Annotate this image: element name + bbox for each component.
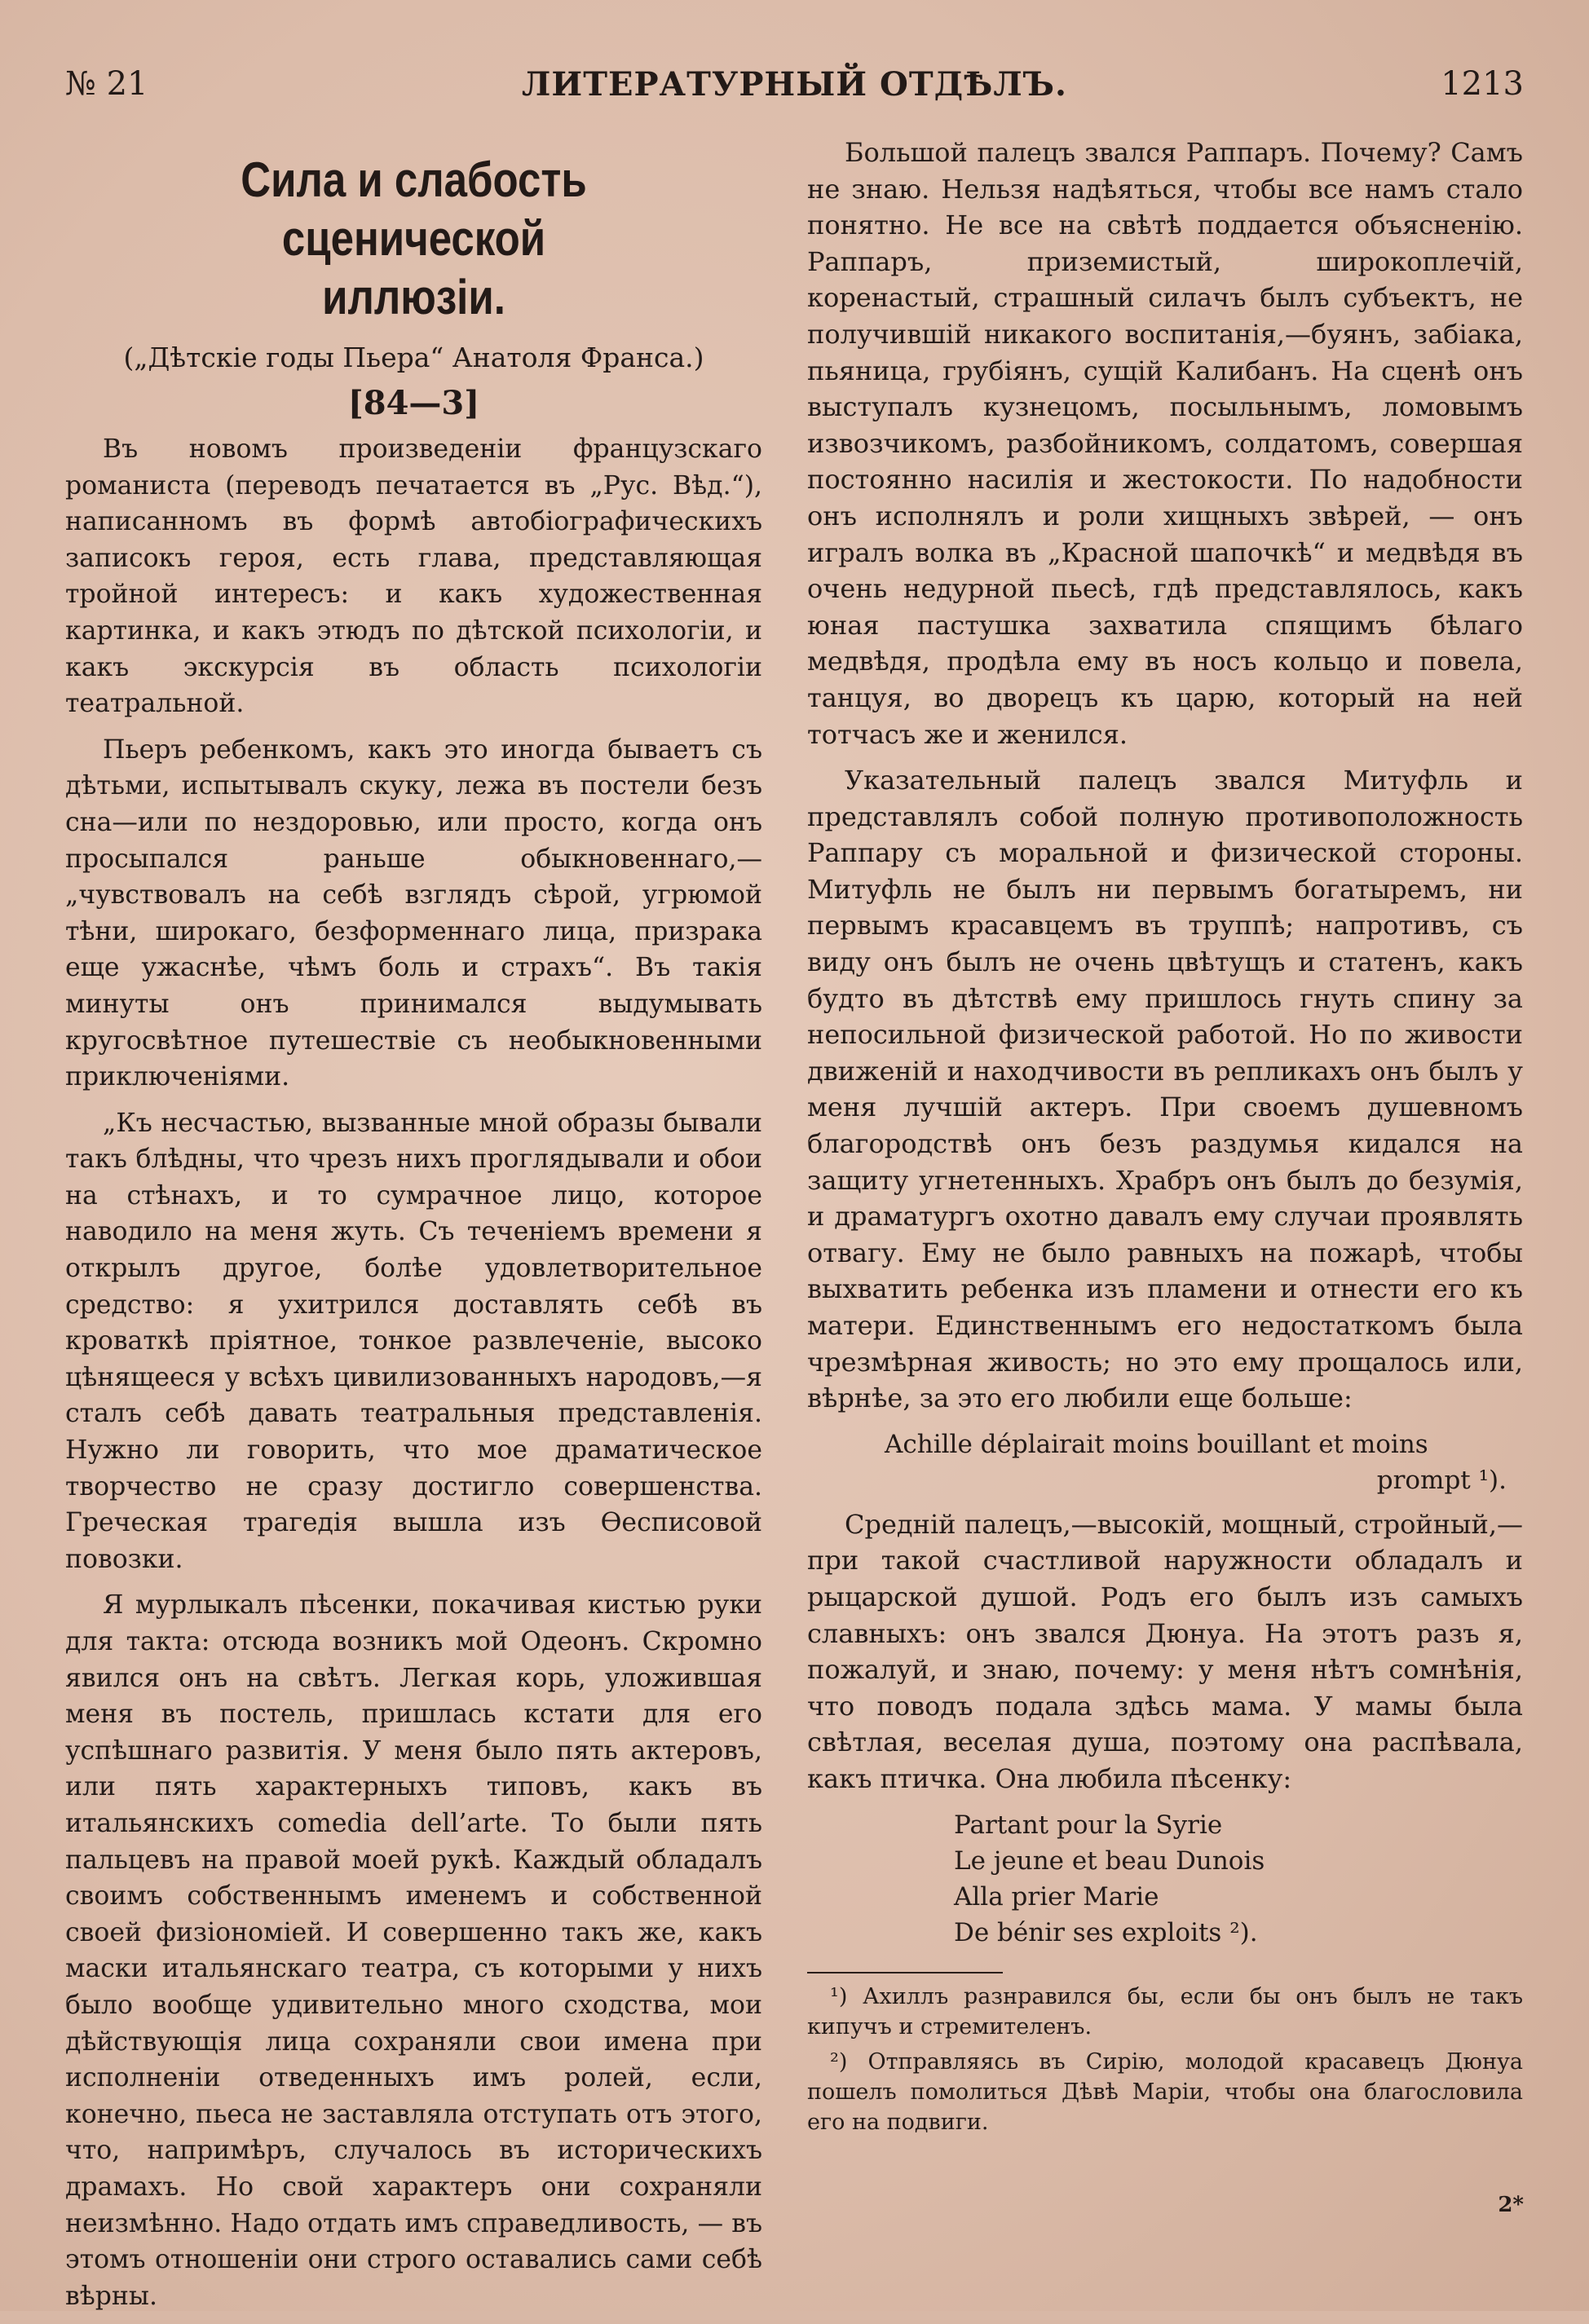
verse-line: Achille déplairait moins bouillant et moins (885, 1429, 1428, 1459)
article-subtitle: („Дѣтскіе годы Пьера“ Анатоля Франса.) (123, 342, 704, 373)
footnote: ²) Отправляясь въ Сирію, молодой красавецъ Дюнуа пошелъ помолиться Дѣвѣ Маріи, чтобы она благословила его на подвиги. (807, 2048, 1523, 2135)
footnote-divider (807, 1972, 1003, 1973)
paragraph: Указательный палецъ звался Митуфль и представлялъ собой полную противоположность Раппару съ моральной и физической стороны. Митуфль не былъ ни первымъ богатыремъ, ни первымъ красавцемъ въ труппѣ; напротивъ, съ виду онъ былъ не очень цвѣтущъ и статенъ, какъ будто въ дѣтствѣ ему пришлось гнуть спину за непосильной физической работой. Но по живости движеній и находчивости въ репликахъ онъ былъ у меня лучшій актеръ. При своемъ душевномъ благородствѣ онъ безъ раздумья кидался на защиту угнетенныхъ. Храбръ онъ былъ до безумія, и драматургъ охотно давалъ ему случаи проявлять отвагу. Ему не было равныхъ на пожарѣ, чтобы выхватить ребенка изъ пламени и отнести его къ матери. Единственнымъ его недостаткомъ была чрезмѣрная живость; но это ему прощалось или, вѣрнѣе, за это его любили еще больше: (807, 765, 1523, 1414)
article-title-line-2: иллюзіи. (322, 270, 505, 324)
poem-line: De bénir ses exploits ²). (954, 1917, 1258, 1947)
verse-line: prompt ¹). (1376, 1465, 1507, 1495)
french-verse-quote (807, 1427, 1523, 1498)
poem-line: Partant pour la Syrie (954, 1810, 1223, 1840)
paragraph: Пьеръ ребенкомъ, какъ это иногда бываетъ съ дѣтьми, испытывалъ скуку, лежа въ постели безъ сна—или по нездоровью, или просто, когда онъ просыпался раньше обыкновеннаго,— „чувствовалъ на себѣ взглядъ сѣрой, угрюмой тѣни, широкаго, безформеннаго лица, призрака еще ужаснѣе, чѣмъ боль и страхъ“. Въ такія минуты онъ принимался выдумывать кругосвѣтное путешествіе съ необыкновенными приключеніями. (65, 734, 762, 1092)
paragraph: „Къ несчастью, вызванные мной образы бывали такъ блѣдны, что чрезъ нихъ проглядывали и обои на стѣнахъ, и то сумрачное лицо, которое наводило на меня жуть. Съ теченіемъ времени я открылъ другое, болѣе удовлетворительное средство: я ухитрился доставлять себѣ въ кроваткѣ пріятное, тонкое развлеченіе, высоко цѣнящееся у всѣхъ цивилизованныхъ народовъ,—я сталъ себѣ давать театральныя представленія. Нужно ли говорить, что мое драматическое творчество не сразу достигло совершенства. Греческая трагедія вышла изъ Ѳесписовой повозки. (65, 1108, 762, 1574)
right-column (807, 135, 1523, 2142)
left-column (65, 135, 762, 2324)
poem-line: Le jeune et beau Dunois (954, 1846, 1265, 1876)
paragraph: Средній палецъ,—высокій, мощный, стройный,—при такой счастливой наружности обладалъ и рыцарской душой. Родъ его былъ изъ самыхъ славныхъ: онъ звался Дюнуа. На этотъ разъ я, пожалуй, и знаю, почему: у меня нѣтъ сомнѣнія, что поводъ подала здѣсь мама. У мамы была свѣтлая, веселая душа, поэтому она распѣвала, какъ птичка. Она любила пѣсенку: (807, 1508, 1523, 1794)
poem-line: Alla prier Marie (954, 1881, 1159, 1912)
section-title: ЛИТЕРАТУРНЫЙ ОТДѢЛЪ. (522, 65, 1067, 104)
issue-number: № 21 (65, 65, 148, 103)
footnote: ¹) Ахиллъ разнравился бы, если бы онъ былъ не такъ кипучъ и стремителенъ. (807, 1983, 1523, 2040)
paragraph: Большой палецъ звался Раппаръ. Почему? Самъ не знаю. Нельзя надѣяться, чтобы все намъ стало понятно. Не все на свѣтѣ поддается объясненію. Раппаръ, приземистый, широкоплечій, коренастый, страшный силачъ былъ субъектъ, не получившій никакого воспитанія,—буянъ, забіака, пьяница, грубіянъ, сущій Калибанъ. На сценѣ онъ выступалъ кузнецомъ, посыльнымъ, ломовымъ извозчикомъ, разбойникомъ, солдатомъ, совершая постоянно насилія и жестокости. По надобности онъ исполнялъ и роли хищныхъ звѣрей, — онъ игралъ волка въ „Красной шапочкѣ“ и медвѣдя въ очень недурной пьесѣ, гдѣ представлялось, какъ юная пастушка захватила спящимъ бѣлаго медвѣдя, продѣла ему въ носъ кольцо и повела, танцуя, во дворецъ къ царю, который на ней тотчасъ же и женился. (807, 137, 1523, 750)
article-number: [84—3] (347, 384, 480, 422)
song-quote (807, 1807, 1523, 1951)
article-title (117, 151, 710, 327)
article-title-line-1: Сила и слабость сценической (241, 152, 587, 266)
page-number: 1213 (1441, 65, 1524, 103)
signature-mark: 2* (1498, 2193, 1524, 2217)
paragraph: Я мурлыкалъ пѣсенки, покачивая кистью руки для такта: отсюда возникъ мой Одеонъ. Скромно явился онъ на свѣтъ. Легкая корь, уложившая меня въ постель, пришлась кстати для его успѣшнаго развитія. У меня было пять актеровъ, или пять характерныхъ типовъ, какъ въ итальянскихъ comedia dell’arte. То были пять пальцевъ на правой моей рукѣ. Каждый обладалъ своимъ собственнымъ именемъ и собственной своей физіономіей. И совершенно такъ же, какъ маски итальянскаго театра, съ которыми у нихъ было вообще удивительно много сходства, мои дѣйствующія лица сохраняли свои имена при исполненіи отведенныхъ имъ ролей, если, конечно, пьеса не заставляла отступать отъ этого, что, напримѣръ, случалось въ историческихъ драмахъ. Но свой характеръ они сохраняли неизмѣнно. Надо отдать имъ справедливость, — въ этомъ отношеніи они строго оставались сами себѣ вѣрны. (65, 1590, 762, 2311)
page-header (65, 65, 1524, 114)
paragraph: Въ новомъ произведеніи французскаго романиста (переводъ печатается въ „Рус. Вѣд.“), написанномъ въ формѣ автобіографическихъ записокъ героя, есть глава, представляющая тройной интересъ: и какъ художественная картинка, и какъ этюдъ по дѣтской психологіи, и какъ экскурсія въ область психологіи театральной. (65, 434, 762, 719)
